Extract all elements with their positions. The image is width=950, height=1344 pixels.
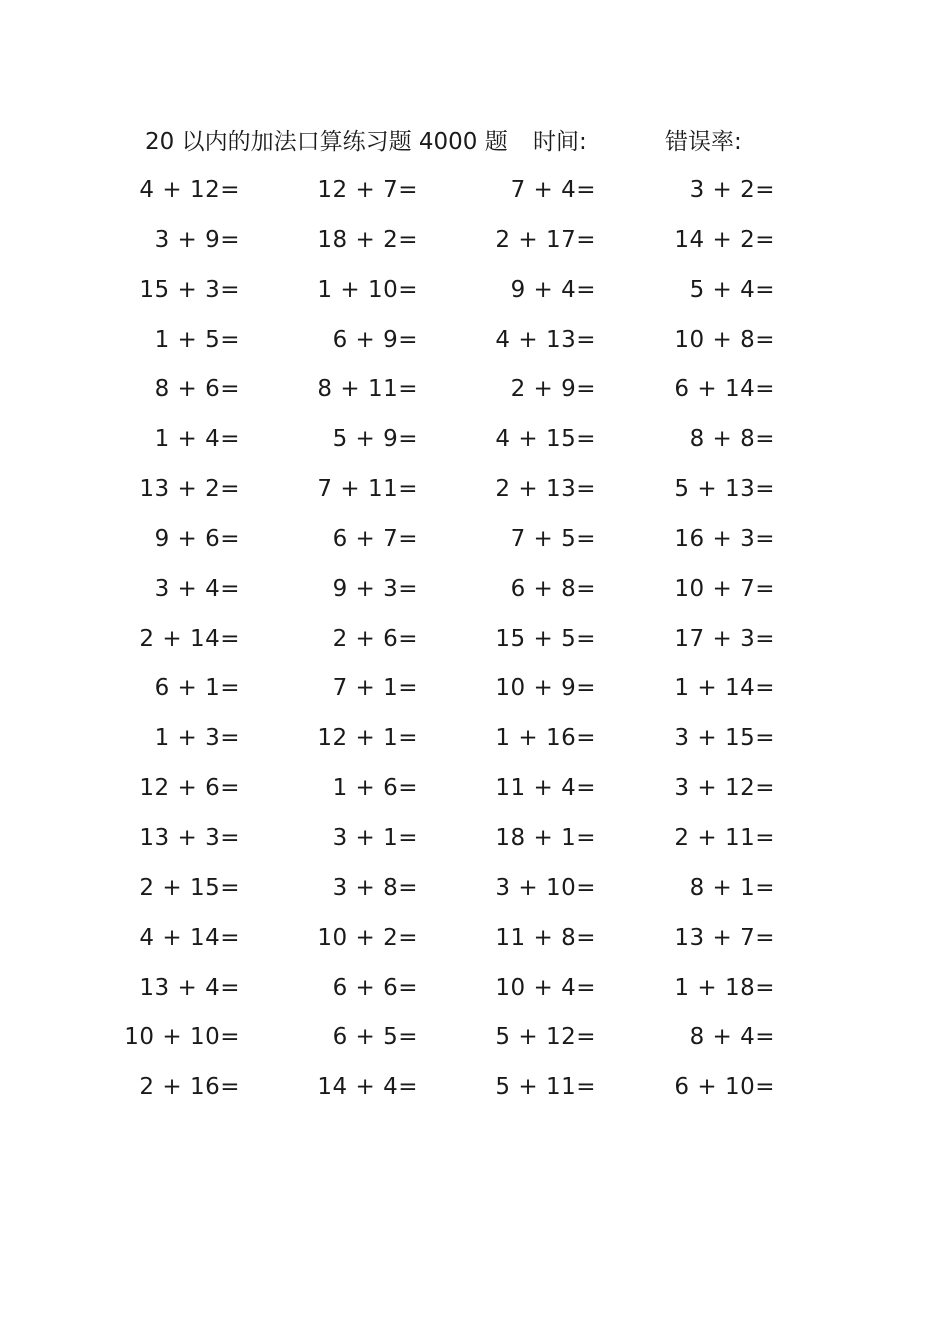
addition-problem: 4 + 15= <box>495 426 596 453</box>
addition-problem: 3 + 10= <box>495 874 596 901</box>
addition-problem: 6 + 10= <box>674 1074 775 1101</box>
addition-problem: 6 + 5= <box>332 1024 418 1051</box>
addition-problem: 9 + 4= <box>510 276 596 303</box>
problem-row <box>0 316 950 366</box>
problem-row <box>0 714 950 764</box>
addition-problem: 1 + 4= <box>154 426 240 453</box>
addition-problem: 4 + 14= <box>139 924 240 951</box>
addition-problem: 1 + 10= <box>317 276 418 303</box>
addition-problem: 16 + 3= <box>674 525 775 552</box>
addition-problem: 12 + 1= <box>317 725 418 752</box>
addition-problem: 2 + 15= <box>139 874 240 901</box>
addition-problem: 4 + 13= <box>495 326 596 353</box>
addition-problem: 1 + 18= <box>674 974 775 1001</box>
addition-problem: 15 + 5= <box>495 625 596 652</box>
problem-row <box>0 1013 950 1063</box>
error-rate-label: 错误率: <box>665 129 742 155</box>
addition-problem: 18 + 1= <box>495 824 596 851</box>
addition-problem: 7 + 11= <box>317 476 418 503</box>
problem-row <box>0 864 950 914</box>
addition-problem: 5 + 4= <box>689 276 775 303</box>
addition-problem: 13 + 3= <box>139 824 240 851</box>
addition-problem: 2 + 14= <box>139 625 240 652</box>
addition-problem: 2 + 9= <box>510 376 596 403</box>
addition-problem: 13 + 7= <box>674 924 775 951</box>
addition-problem: 6 + 9= <box>332 326 418 353</box>
problem-row <box>0 664 950 714</box>
worksheet-title: 20 以内的加法口算练习题 4000 题 <box>145 129 508 155</box>
addition-problem: 6 + 7= <box>332 525 418 552</box>
addition-problem: 4 + 12= <box>139 177 240 203</box>
addition-problem: 2 + 17= <box>495 226 596 253</box>
problem-row <box>0 515 950 565</box>
addition-problem: 15 + 3= <box>139 276 240 303</box>
addition-problem: 8 + 1= <box>689 874 775 901</box>
addition-problem: 1 + 6= <box>332 775 418 802</box>
problem-row <box>0 764 950 814</box>
addition-problem: 7 + 4= <box>510 177 596 203</box>
addition-problem: 3 + 8= <box>332 874 418 901</box>
addition-problem: 17 + 3= <box>674 625 775 652</box>
addition-problem: 2 + 16= <box>139 1074 240 1101</box>
addition-problem: 1 + 16= <box>495 725 596 752</box>
addition-problem: 14 + 2= <box>674 226 775 253</box>
addition-problem: 10 + 8= <box>674 326 775 353</box>
problem-row <box>0 166 950 216</box>
problem-row <box>0 964 950 1014</box>
addition-problem: 12 + 7= <box>317 177 418 203</box>
problem-row <box>0 914 950 964</box>
addition-problem: 2 + 6= <box>332 625 418 652</box>
addition-problem: 3 + 9= <box>154 226 240 253</box>
addition-problem: 5 + 9= <box>332 426 418 453</box>
addition-problem: 6 + 6= <box>332 974 418 1001</box>
problem-row <box>0 266 950 316</box>
addition-problem: 3 + 1= <box>332 824 418 851</box>
addition-problem: 3 + 4= <box>154 575 240 602</box>
addition-problem: 6 + 14= <box>674 376 775 403</box>
addition-problem: 3 + 2= <box>689 177 775 203</box>
addition-problem: 12 + 6= <box>139 775 240 802</box>
addition-problem: 14 + 4= <box>317 1074 418 1101</box>
addition-problem: 3 + 15= <box>674 725 775 752</box>
addition-problem: 13 + 4= <box>139 974 240 1001</box>
addition-problem: 11 + 8= <box>495 924 596 951</box>
addition-problem: 6 + 8= <box>510 575 596 602</box>
addition-problem: 2 + 11= <box>674 824 775 851</box>
addition-problem: 13 + 2= <box>139 476 240 503</box>
addition-problem: 8 + 8= <box>689 426 775 453</box>
problem-row <box>0 615 950 665</box>
addition-problem: 3 + 12= <box>674 775 775 802</box>
addition-problem: 8 + 11= <box>317 376 418 403</box>
addition-problem: 5 + 11= <box>495 1074 596 1101</box>
problem-row <box>0 1063 950 1113</box>
addition-problem: 1 + 3= <box>154 725 240 752</box>
addition-problem: 1 + 14= <box>674 675 775 702</box>
addition-problem: 5 + 12= <box>495 1024 596 1051</box>
addition-problem: 10 + 9= <box>495 675 596 702</box>
time-label: 时间: <box>533 129 587 155</box>
addition-problem: 18 + 2= <box>317 226 418 253</box>
problem-row <box>0 415 950 465</box>
addition-problem: 7 + 1= <box>332 675 418 702</box>
addition-problem: 7 + 5= <box>510 525 596 552</box>
addition-problem: 1 + 5= <box>154 326 240 353</box>
addition-problem: 10 + 2= <box>317 924 418 951</box>
addition-problem: 10 + 4= <box>495 974 596 1001</box>
problem-row <box>0 814 950 864</box>
addition-problem: 8 + 4= <box>689 1024 775 1051</box>
problem-row <box>0 365 950 415</box>
addition-problem: 5 + 13= <box>674 476 775 503</box>
addition-problem: 10 + 7= <box>674 575 775 602</box>
addition-problem: 11 + 4= <box>495 775 596 802</box>
problem-row <box>0 565 950 615</box>
addition-problem: 9 + 3= <box>332 575 418 602</box>
addition-problem: 10 + 10= <box>124 1024 240 1051</box>
addition-problem: 2 + 13= <box>495 476 596 503</box>
addition-problem: 6 + 1= <box>154 675 240 702</box>
problem-row <box>0 465 950 515</box>
worksheet-header <box>145 124 845 160</box>
addition-problem: 9 + 6= <box>154 525 240 552</box>
problem-grid <box>0 166 950 1113</box>
addition-problem: 8 + 6= <box>154 376 240 403</box>
problem-row <box>0 216 950 266</box>
